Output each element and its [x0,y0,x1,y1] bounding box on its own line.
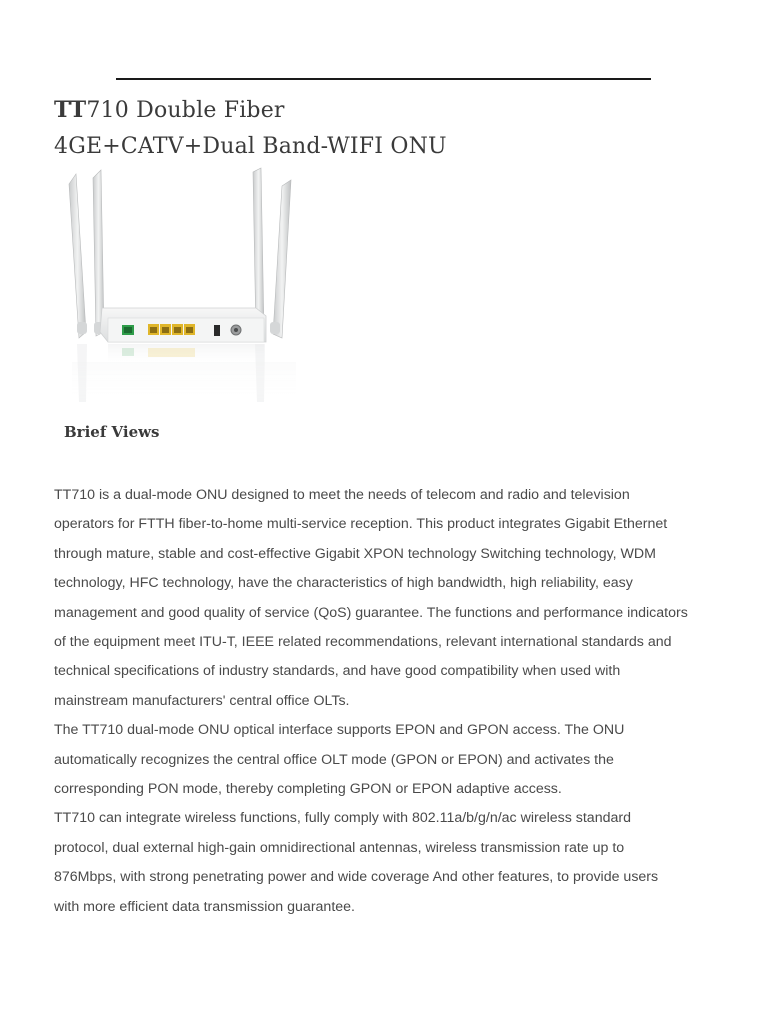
paragraph-3 [54,804,724,922]
power-port [214,325,220,336]
router-body [100,308,266,342]
text-line: technical specifications of industry standards, and have good compatibility when used with [54,663,621,680]
text-line: of the equipment meet ITU-T, IEEE related recommendations, relevant international standards and [54,634,672,651]
text-line: operators for FTTH fiber-to-home multi-service reception. This product integrates Gigabit Ethernet [54,516,668,533]
title-line-2: 4GE+CATV+Dual Band-WIFI ONU [54,134,447,159]
antenna-left-outer [69,174,87,338]
router-reflection [72,344,296,402]
page-title [54,92,447,165]
router-onu-image [60,162,304,408]
body-text [54,481,724,922]
product-image [60,162,304,408]
text-line: The TT710 dual-mode ONU optical interface supports EPON and GPON access. The ONU [54,722,625,739]
title-line-1 [54,92,447,129]
title-line-1-rest: 710 Double Fiber [86,98,285,123]
paragraph-1 [54,481,724,716]
text-line: protocol, dual external high-gain omnidirectional antennas, wireless transmission rate up to [54,839,625,856]
top-divider [116,78,651,80]
text-line: TT710 can integrate wireless functions, fully comply with 802.11a/b/g/n/ac wireless standard [54,810,631,827]
text-line: management and good quality of service (QoS) guarantee. The functions and performance indicators [54,604,688,621]
text-line: with more efficient data transmission guarantee. [54,898,355,915]
text-line: TT710 is a dual-mode ONU designed to meet the needs of telecom and radio and television [54,487,630,503]
paragraph-2 [54,716,724,804]
text-line: technology, HFC technology, have the characteristics of high bandwidth, high reliability, easy [54,575,633,592]
section-heading: Brief Views [64,423,160,441]
text-line: mainstream manufacturers' central office OLTs. [54,692,350,709]
antenna-right-outer [270,180,291,338]
text-line: 876Mbps, with strong penetrating power and wide coverage And other features, to provide users [54,869,659,886]
text-line: through mature, stable and cost-effective Gigabit XPON technology Switching technology, WDM [54,545,656,562]
title-prefix: TT [54,97,87,123]
text-line: corresponding PON mode, thereby completing GPON or EPON adaptive access. [54,781,562,798]
text-line: automatically recognizes the central office OLT mode (GPON or EPON) and activates the [54,751,614,768]
